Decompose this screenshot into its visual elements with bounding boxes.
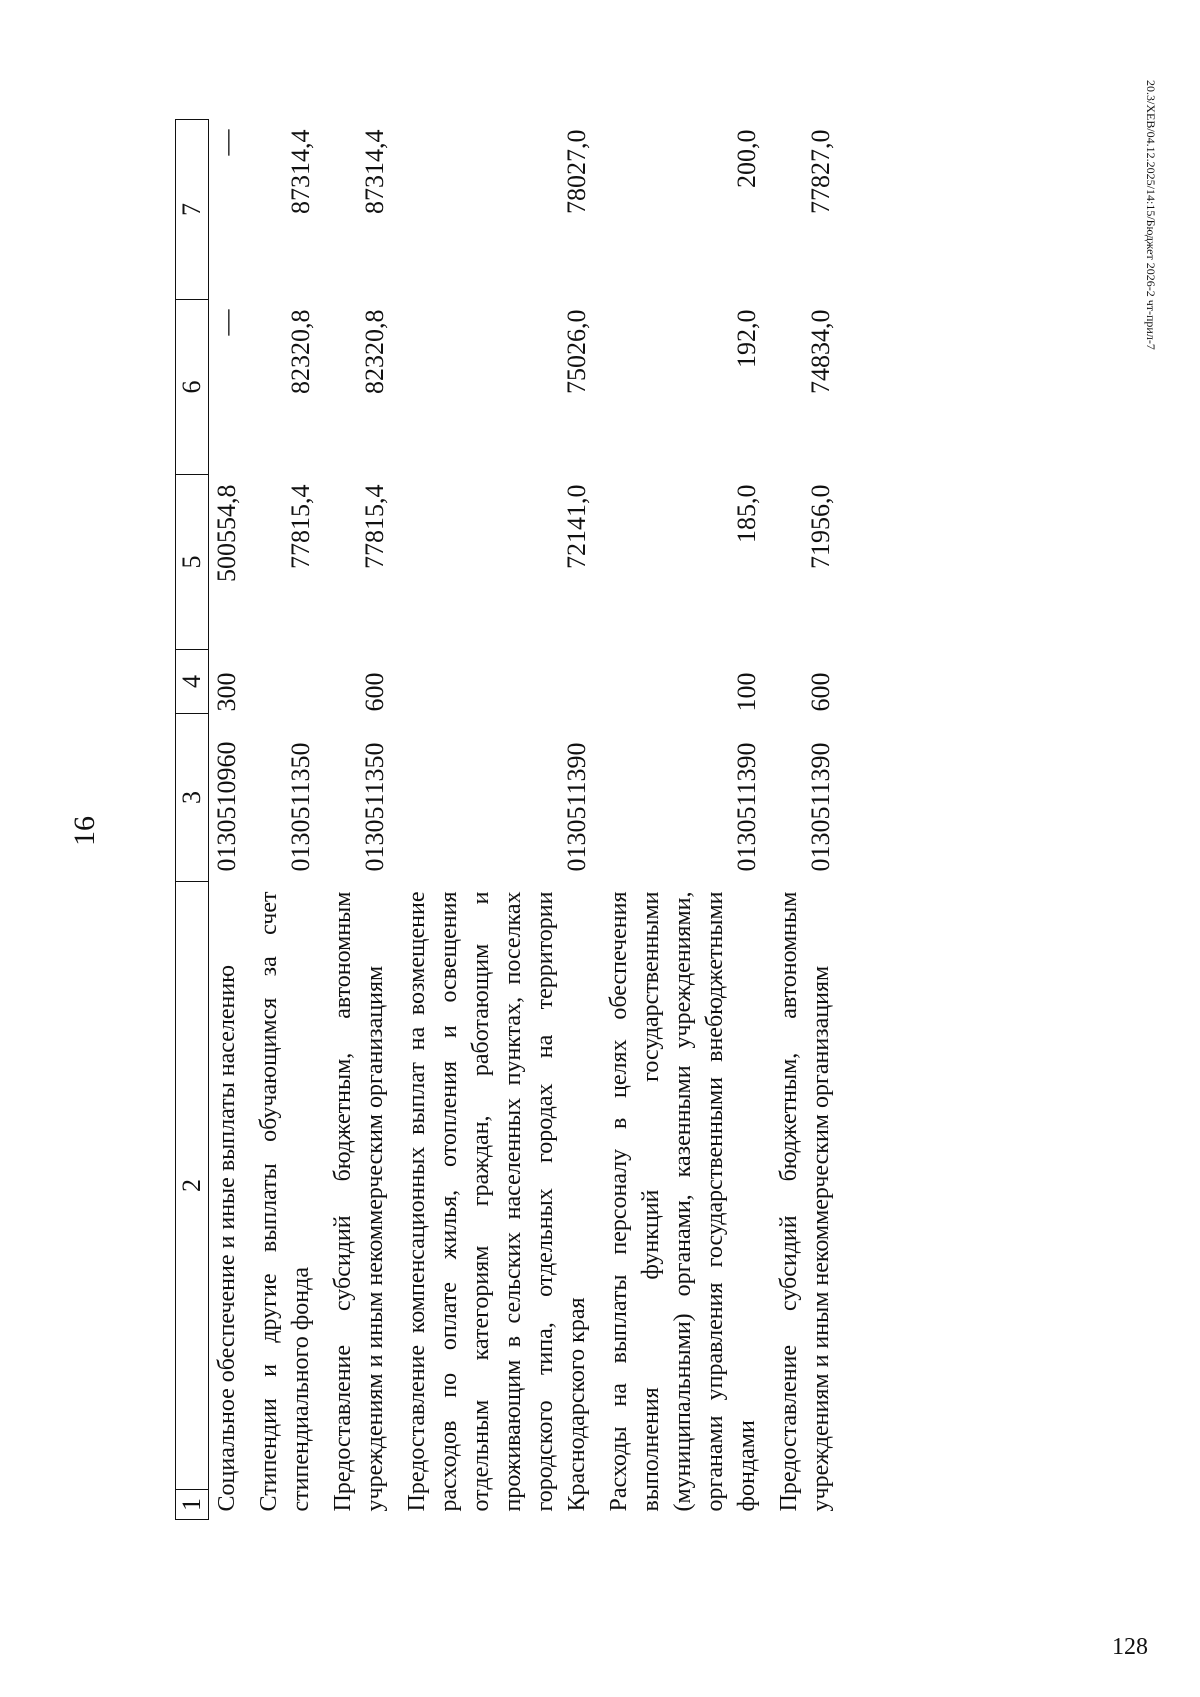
row-name: Социальное обеспечение и иные выплаты населению — [214, 964, 240, 1512]
header-col-7: 7 — [176, 120, 209, 300]
table-row — [209, 120, 244, 1520]
row-value-col5: 185,0 — [732, 484, 761, 543]
row-code: 0130511390 — [732, 742, 761, 872]
header-col-1: 1 — [176, 1490, 209, 1520]
row-value-col6: — — [212, 309, 241, 336]
row-value-col5: 500554,8 — [212, 484, 241, 582]
header-col-6: 6 — [176, 300, 209, 475]
row-value-col6: 192,0 — [732, 309, 761, 368]
header-col-3: 3 — [176, 714, 209, 882]
header-col-5: 5 — [176, 475, 209, 650]
page-number: 16 — [68, 816, 101, 846]
row-code: 0130510960 — [212, 741, 241, 872]
row-name: Предоставление субсидий бюджетным, автономным учреждениям и иным некоммерческим организациям — [776, 891, 834, 1512]
row-expense-type: 300 — [212, 672, 241, 712]
rotated-table-area — [175, 80, 1075, 1520]
sheet-number: 128 — [1112, 1634, 1148, 1660]
row-value-col6: 74834,0 — [806, 309, 835, 394]
table-row — [763, 120, 837, 1520]
table-header-row — [176, 120, 209, 1520]
row-value-col5: 72141,0 — [562, 484, 591, 569]
row-expense-type: 600 — [806, 672, 835, 712]
row-name: Стипендии и другие выплаты обучающимся за счет стипендиального фонда — [256, 891, 314, 1512]
row-value-col5: 71956,0 — [806, 484, 835, 569]
row-code: 0130511390 — [806, 742, 835, 872]
row-value-col7: 77827,0 — [806, 129, 835, 214]
row-expense-type: 600 — [360, 672, 389, 712]
row-value-col7: — — [212, 129, 241, 156]
row-name: Расходы на выплаты персоналу в целях обеспечения выполнения функций государственными (муниципальными) органами, казенными учреждениями, органами управления государственными внебюджетными фондами — [606, 891, 760, 1512]
row-value-col7: 200,0 — [732, 129, 761, 188]
row-name: Предоставление субсидий бюджетным, автономным учреждениям и иным некоммерческим организациям — [330, 891, 388, 1512]
row-expense-type — [391, 650, 593, 714]
row-value-col6: 82320,8 — [360, 309, 389, 394]
header-col-4: 4 — [176, 650, 209, 714]
row-code: 0130511350 — [360, 742, 389, 872]
document-reference: 20.3/ХЕВ/04.12.2025/14:15/Бюджет 2026-2 чт-прил-7 — [1144, 80, 1158, 350]
row-value-col7: 87314,4 — [360, 129, 389, 214]
table-row — [317, 120, 391, 1520]
row-value-col6: 82320,8 — [286, 309, 315, 394]
budget-table — [175, 119, 837, 1520]
row-value-col5: 77815,4 — [360, 484, 389, 569]
header-col-2: 2 — [176, 882, 209, 1490]
row-value-col5: 77815,4 — [286, 484, 315, 569]
row-expense-type: 100 — [732, 672, 761, 712]
row-code: 0130511350 — [286, 742, 315, 872]
table-row — [593, 120, 763, 1520]
row-value-col6: 75026,0 — [562, 309, 591, 394]
row-code: 0130511390 — [562, 742, 591, 872]
table-row — [243, 120, 317, 1520]
row-expense-type — [243, 650, 317, 714]
table-row — [391, 120, 593, 1520]
row-name: Предоставление компенсационных выплат на возмещение расходов по оплате жилья, отопления и освещения отдельным категориям граждан, работающим и проживающим в сельских населенных пунктах, поселках городского типа, отдельных городах на территории Краснодарского края — [404, 891, 590, 1512]
row-value-col7: 87314,4 — [286, 129, 315, 214]
row-value-col7: 78027,0 — [562, 129, 591, 214]
